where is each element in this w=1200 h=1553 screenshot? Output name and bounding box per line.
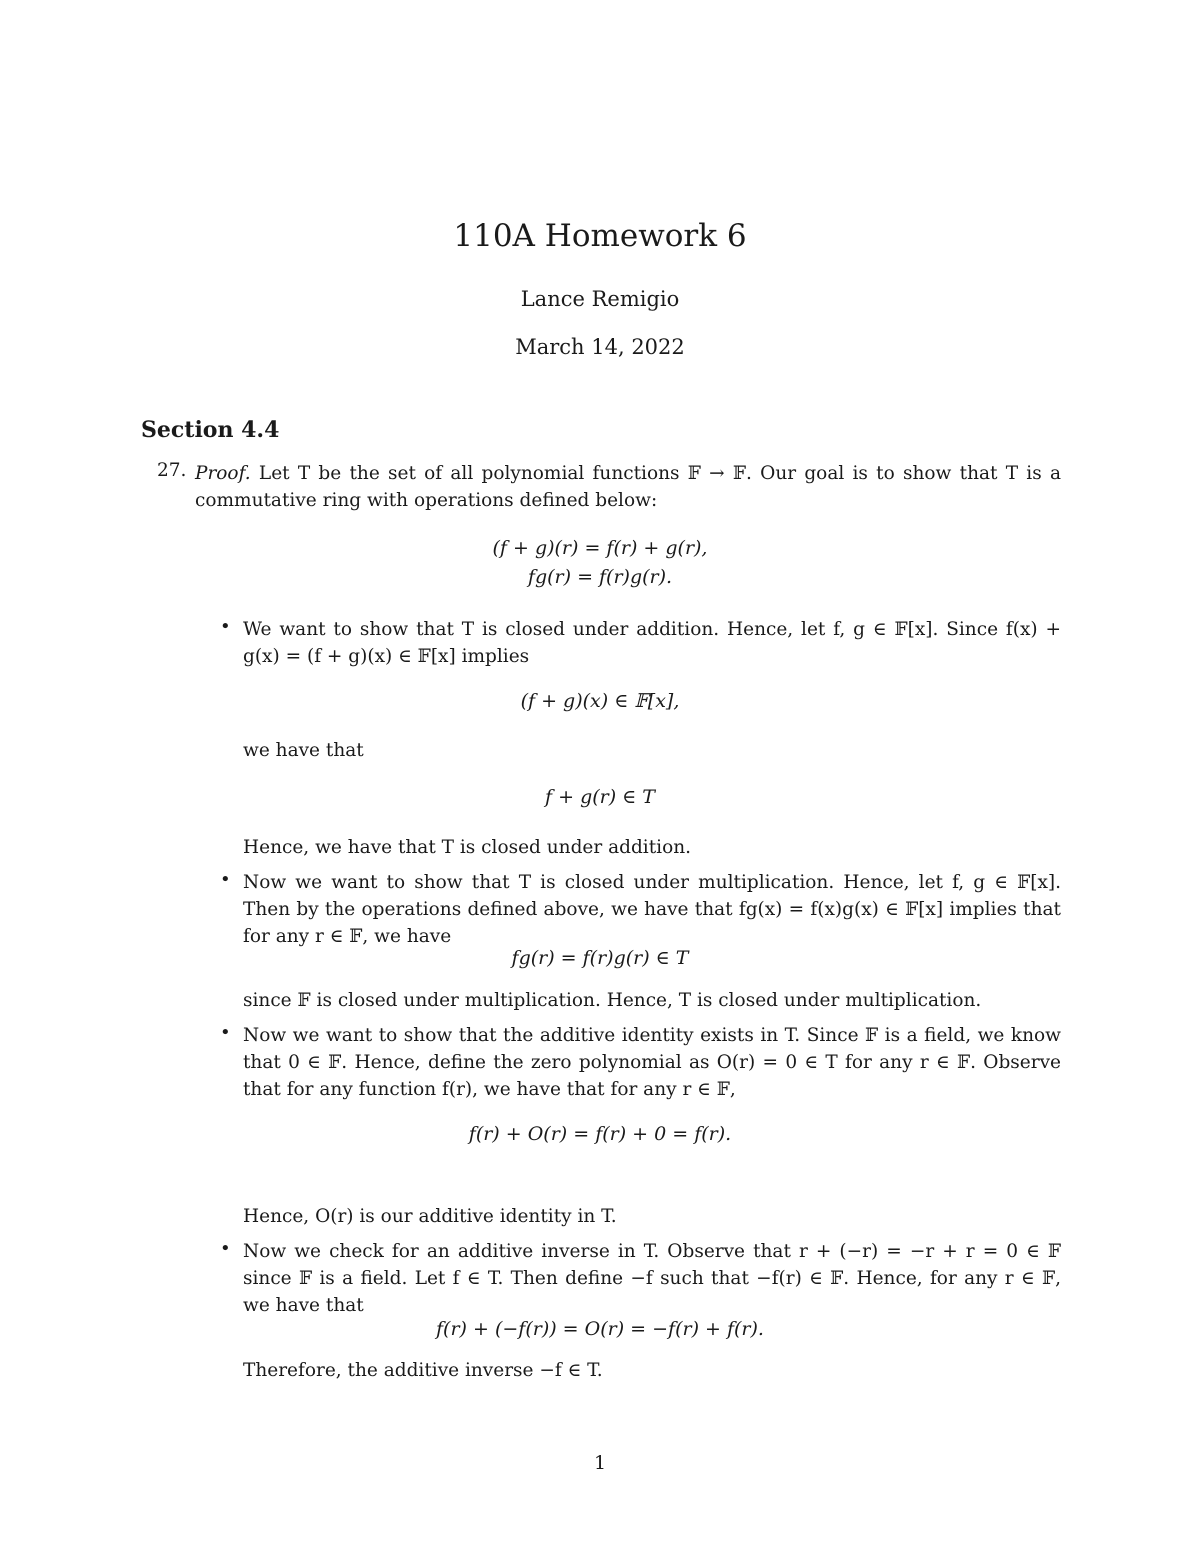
section-heading: Section 4.4 <box>141 417 280 443</box>
document-title: 110A Homework 6 <box>453 218 747 254</box>
bullet-1-text-3: Hence, we have that T is closed under addition. <box>243 837 692 858</box>
definition-equation-multiplication: fg(r) = f(r)g(r). <box>527 566 673 588</box>
problem-intro-text: Let T be the set of all polynomial functions 𝔽 → 𝔽. Our goal is to show that T is a commutative ring with operations defined below: <box>195 463 1061 511</box>
bullet-marker: • <box>220 1022 231 1043</box>
document-date: March 14, 2022 <box>515 335 685 359</box>
proof-label: Proof. <box>195 463 251 484</box>
bullet-3-equation-1: f(r) + O(r) = f(r) + 0 = f(r). <box>468 1123 732 1145</box>
bullet-4-text: Now we check for an additive inverse in T. Observe that r + (−r) = −r + r = 0 ∈ 𝔽 since 𝔽 is a field. Let f ∈ T. Then define −f such that −f(r) ∈ 𝔽. Hence, for any r ∈ 𝔽, we have that <box>243 1241 1061 1316</box>
bullet-marker: • <box>220 616 231 637</box>
bullet-4-equation-1: f(r) + (−f(r)) = O(r) = −f(r) + f(r). <box>436 1318 764 1340</box>
problem-number: 27. <box>157 460 187 481</box>
bullet-1-text: We want to show that T is closed under addition. Hence, let f, g ∈ 𝔽[x]. Since f(x) + g(x) = (f + g)(x) ∈ 𝔽[x] implies <box>243 619 1061 667</box>
bullet-1-equation-1: (f + g)(x) ∈ 𝔽[x], <box>520 690 680 712</box>
definition-equation-addition: (f + g)(r) = f(r) + g(r), <box>492 537 708 559</box>
bullet-3-text-2: Hence, O(r) is our additive identity in T. <box>243 1206 617 1227</box>
bullet-1-equation-2: f + g(r) ∈ T <box>545 786 655 808</box>
problem-intro <box>195 460 1061 514</box>
page-number: 1 <box>593 1452 607 1474</box>
bullet-marker: • <box>220 1238 231 1259</box>
bullet-3-text: Now we want to show that the additive identity exists in T. Since 𝔽 is a field, we know that 0 ∈ 𝔽. Hence, define the zero polynomial as O(r) = 0 ∈ T for any r ∈ 𝔽. Observe that for any function f(r), we have that for any r ∈ 𝔽, <box>243 1025 1061 1100</box>
document-author: Lance Remigio <box>520 287 680 311</box>
bullet-2-text-2: since 𝔽 is closed under multiplication. Hence, T is closed under multiplication. <box>243 990 982 1011</box>
bullet-1-text-2: we have that <box>243 740 364 761</box>
bullet-2-equation-1: fg(r) = f(r)g(r) ∈ T <box>511 947 689 969</box>
bullet-4-text-2: Therefore, the additive inverse −f ∈ T. <box>243 1360 603 1381</box>
bullet-2-text: Now we want to show that T is closed under multiplication. Hence, let f, g ∈ 𝔽[x]. Then by the operations defined above, we have that fg(x) = f(x)g(x) ∈ 𝔽[x] implies that for any r ∈ 𝔽, we have <box>243 872 1061 947</box>
bullet-marker: • <box>220 869 231 890</box>
